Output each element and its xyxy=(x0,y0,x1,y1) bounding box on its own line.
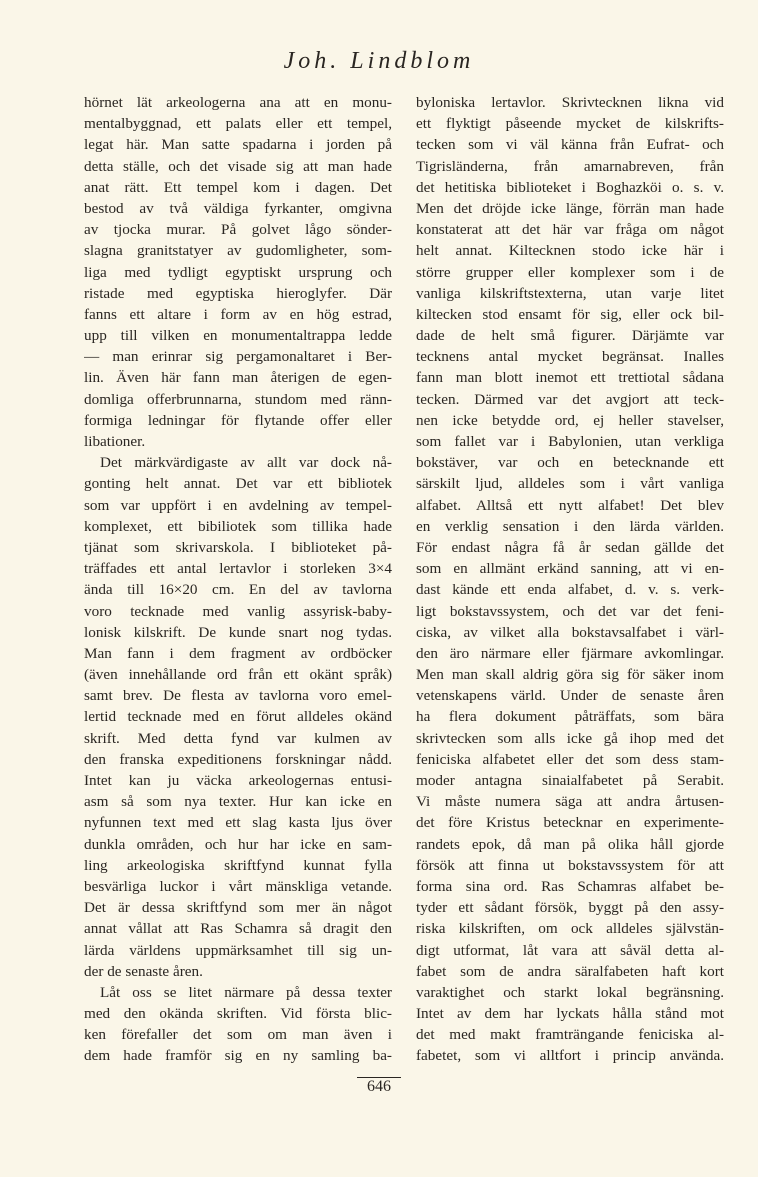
running-header: Joh. Lindblom xyxy=(283,48,475,74)
text-line: lonisk kilskrift. De kunde snart nog tydas. xyxy=(84,623,392,641)
text-line: alfabet. Alltså ett nytt alfabet! Det blev xyxy=(416,496,724,514)
text-line: asm så som nya texter. Hur kan icke en xyxy=(84,793,392,811)
text-line: domliga offerbrunnarna, stundom med ränn- xyxy=(84,390,392,408)
text-line: som var uppfört i en avdelning av tempel- xyxy=(84,496,392,514)
text-line: tjänat som skrivarskola. I biblioteket på- xyxy=(84,538,392,556)
text-line: besvärliga luckor i vårt mänskliga vetande. xyxy=(84,877,392,895)
text-line: en verklig sensation i den lärda världen. xyxy=(416,517,724,535)
text-line: som en allmänt erkänd sanning, att vi en- xyxy=(416,560,724,578)
text-line: randets epok, då man på olika håll gjorde xyxy=(416,835,724,853)
text-line: vanliga kilskriftstexterna, utan varje litet xyxy=(416,284,724,302)
text-line: fanns ett altare i form av en hög estrad, xyxy=(84,305,392,323)
text-line: der de senaste åren. xyxy=(84,962,203,980)
text-line: tyder ett sådant försök, byggt på den assy- xyxy=(416,899,724,917)
text-line: konstaterat att det här var fråga om något xyxy=(416,221,724,239)
text-line: skrivtecken som alls icke gå ihop med det xyxy=(416,729,724,747)
text-line: varaktighet och starkt lokal begränsning. xyxy=(416,983,724,1001)
text-line: ända till 16×20 cm. En del av tavlorna xyxy=(84,581,392,599)
text-line: Det märkvärdigaste av allt var dock nå- xyxy=(100,454,392,472)
text-line: gonting helt annat. Det var ett bibliotek xyxy=(84,475,392,493)
left-column xyxy=(84,92,392,1067)
text-line: med den okända skriften. Vid första blic- xyxy=(84,1005,392,1023)
right-column xyxy=(416,92,724,1067)
text-line: lin. Även här fann man återigen de egen- xyxy=(84,369,392,387)
text-line: feniciska alfabetet eller det som dess stam- xyxy=(416,750,724,768)
text-line: större grupper eller komplexer som i de xyxy=(416,263,724,281)
text-line: annat vållat att Ras Schamra så dragit den xyxy=(84,920,392,938)
text-line: komplexet, ett bibiliotek som tillika hade xyxy=(84,517,392,535)
text-line: slagna granitstatyer av gudomligheter, som- xyxy=(84,242,392,260)
text-line: Intet kan ju väcka arkeologernas entusi- xyxy=(84,772,392,789)
text-line: (även innehållande ord från ett okänt språk) xyxy=(84,666,392,684)
text-line: av tjocka murar. På golvet lågo sönder- xyxy=(84,221,392,239)
text-line: ett flyktigt påseende mycket de kilskrifts- xyxy=(416,115,724,133)
text-line: nyfunnen text med ett slag kasta ljus över xyxy=(84,814,392,832)
text-line: träffades ett antal lertavlor i storleken 3×4 xyxy=(84,560,392,578)
text-line: Intet av dem har lyckats hålla stånd mot xyxy=(416,1005,724,1023)
text-line: detta ställe, och det visade sig att man hade xyxy=(84,157,392,175)
text-line: fabetet, som vi alltfort i princip använda. xyxy=(416,1047,724,1065)
text-line: lertid tecknade med en förut alldeles okänd xyxy=(84,708,392,726)
text-line: legat här. Man satte spadarna i jorden på xyxy=(84,136,392,154)
text-line: moder antagna sinaialfabetet på Serabit. xyxy=(416,772,724,789)
text-line: som fallet var i Babylonien, utan verkliga xyxy=(416,433,724,450)
text-line: — man erinrar sig pergamonaltaret i Ber- xyxy=(84,348,392,366)
text-line: försök att finna ut bokstavssystem för att xyxy=(416,856,724,874)
text-line: För endast några få år sedan gällde det xyxy=(416,538,724,556)
text-line: Men det dröjde icke länge, förrän man hade xyxy=(416,199,724,217)
text-line: forma sina ord. Ras Schamras alfabet be- xyxy=(416,877,724,895)
text-line: särskilt ljud, alldeles som i vårt vanliga xyxy=(416,475,724,493)
text-line: byloniska lertavlor. Skrivtecknen likna vid xyxy=(416,94,724,111)
text-line: samt brev. De flesta av tavlorna voro emel- xyxy=(84,687,392,705)
text-line: tecknens antal mycket begränsat. Inalles xyxy=(416,348,724,366)
text-line: tecken som vi väl känna från Eufrat- och xyxy=(416,136,724,154)
text-line: ling arkeologiska skriftfynd kunnat fylla xyxy=(84,856,392,874)
text-line: Vi måste numera säga att andra årtusen- xyxy=(416,793,724,811)
text-line: ken förefaller det som om man även i xyxy=(84,1026,392,1044)
text-line: ligt bokstavssystem, och det var det feni- xyxy=(416,602,724,620)
text-line: den franska expeditionens forskningar nådd. xyxy=(84,750,392,768)
text-line: hörnet lät arkeologerna ana att en monu- xyxy=(84,94,392,111)
text-line: dast kände ett enda alfabet, d. v. s. verk- xyxy=(416,581,724,599)
text-line: digt utformat, låt vara att såväl detta al- xyxy=(416,941,724,959)
text-line: Men man skall aldrig göra sig för säker inom xyxy=(416,666,724,684)
text-line: libationer. xyxy=(84,433,146,450)
page-number: 646 xyxy=(357,1077,401,1095)
text-line: vetenskapens värld. Under de senaste åren xyxy=(416,687,724,705)
text-line: Låt oss se litet närmare på dessa texter xyxy=(100,983,392,1001)
text-line: Tigrisländerna, från amarnabreven, från xyxy=(416,157,724,175)
text-line: det hetitiska biblioteket i Boghazköi o. s. v. xyxy=(416,178,724,196)
text-line: ristade med egyptiska hieroglyfer. Där xyxy=(84,284,392,302)
text-line: Det är dessa skriftfynd som mer än något xyxy=(84,899,392,917)
text-line: ciska, av vilket alla bokstavsalfabet i värl- xyxy=(416,623,724,641)
text-line: bestod av två väldiga fyrkanter, omgivna xyxy=(84,199,392,217)
text-line: riska kilskriften, om ock alldeles självstän- xyxy=(416,920,724,938)
text-line: tecken. Därmed var det avgjort att teck- xyxy=(416,390,724,408)
text-line: lärda världens uppmärksamhet till sig un- xyxy=(84,941,392,959)
text-line: upp till vilken en monumentaltrappa ledde xyxy=(84,327,392,345)
text-line: formiga ledningar för flytande offer eller xyxy=(84,411,392,429)
text-line: dem hade framför sig en ny samling ba- xyxy=(84,1047,392,1065)
text-line: den äro närmare eller fjärmare avkomlingar. xyxy=(416,644,724,662)
text-line: det med makt framträngande feniciska al- xyxy=(416,1026,724,1044)
text-line: bokstäver, var och en betecknande ett xyxy=(416,454,724,472)
text-line: dade de helt små figurer. Därjämte var xyxy=(416,327,724,345)
text-line: kiltecken stod ensamt för sig, eller ock bil- xyxy=(416,305,724,323)
text-line: skrift. Med detta fynd var kulmen av xyxy=(84,729,392,747)
text-line: helt annat. Kiltecknen stodo icke här i xyxy=(416,242,724,260)
text-line: Man fann i dem fragment av ordböcker xyxy=(84,644,392,662)
text-line: ha flera dokument påträffats, som bära xyxy=(416,708,724,726)
text-line: dunkla områden, och hur har icke en sam- xyxy=(84,835,392,853)
text-line: fabet som de andra säralfabeten haft kort xyxy=(416,962,724,980)
text-line: fann man blott inemot ett trettiotal sådana xyxy=(416,369,724,387)
text-line: voro tecknade med vanlig assyrisk-baby- xyxy=(84,602,392,620)
text-line: nen icke betydde ord, ej heller stavelser, xyxy=(416,411,724,429)
text-line: mentalbyggnad, ett palats eller ett tempel, xyxy=(84,115,392,133)
text-line: liga med tydligt egyptiskt ursprung och xyxy=(84,263,392,281)
text-line: anat rätt. Ett tempel kom i dagen. Det xyxy=(84,178,392,196)
text-line: det före Kristus betecknar en experimente- xyxy=(416,814,724,832)
page-number-wrap xyxy=(0,1078,758,1096)
